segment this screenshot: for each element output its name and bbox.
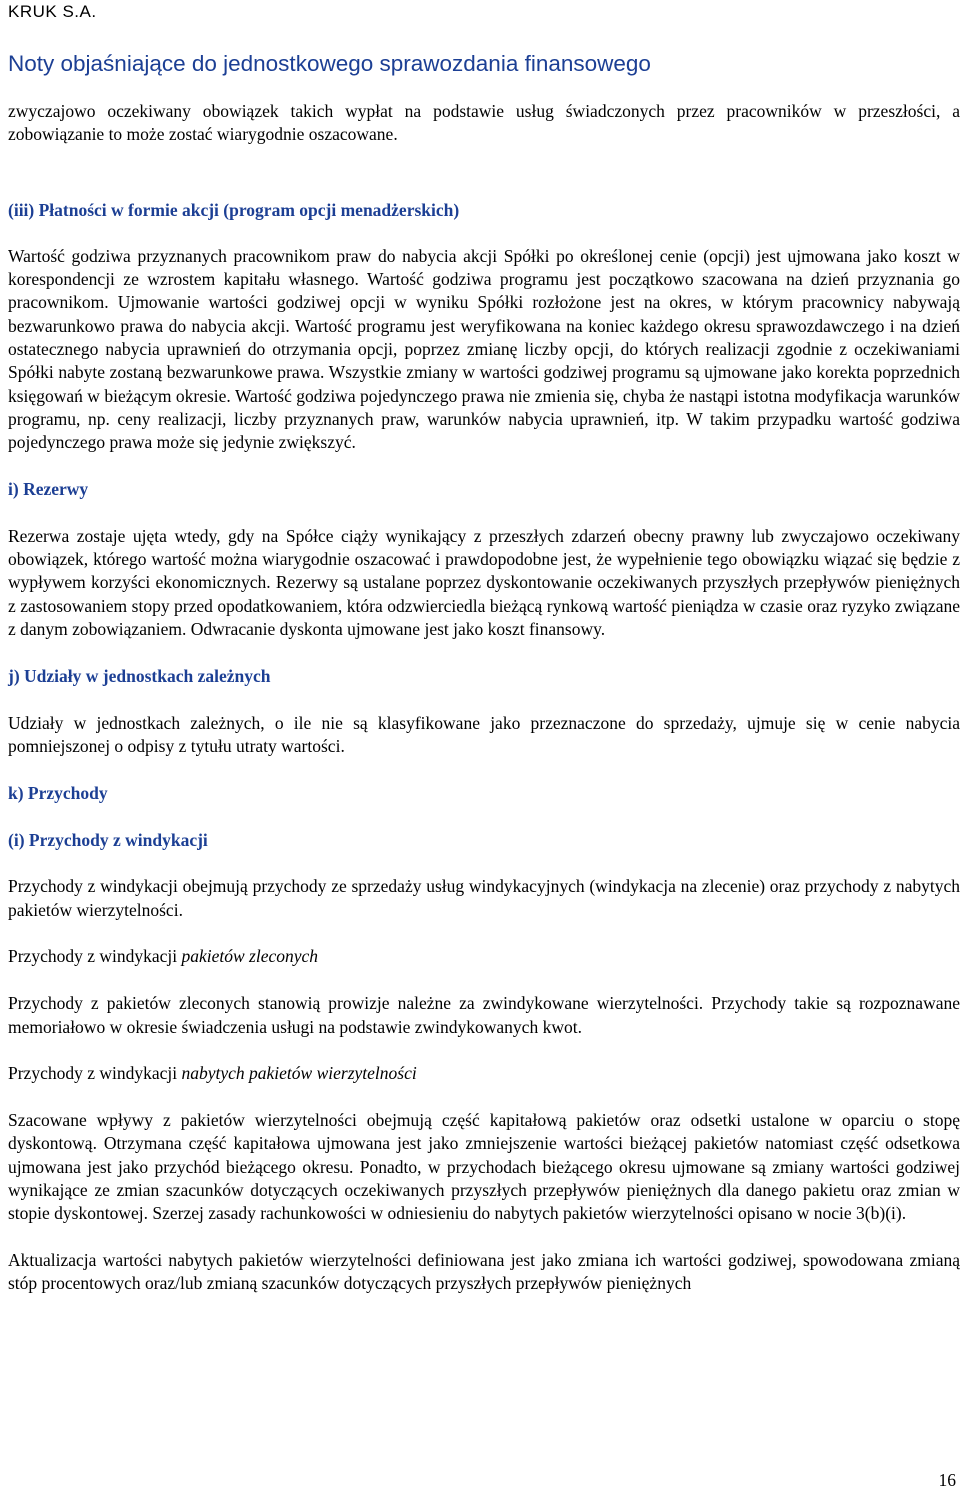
subheading-prefix: Przychody z windykacji [8,946,182,967]
paragraph-revaluation: Aktualizacja wartości nabytych pakietów wierzytelności definiowana jest jako zmiana ich wartości godziwej, spowodowana zmianą stóp procentowych oraz/lub zmianą szacunków dotyczących przyszłych przepływów pieniężnych [8,1250,960,1294]
paragraph-subsidiaries: Udziały w jednostkach zależnych, o ile nie są klasyfikowane jako przeznaczone do sprzedaży, ujmuje się w cenie nabycia pomniejszonej o odpisy z tytułu utraty wartości. [8,712,960,756]
section-heading-share-payments: (iii) Płatności w formie akcji (program opcji menadżerskich) [8,199,460,220]
paragraph-provisions: Rezerwa zostaje ujęta wtedy, gdy na Spółce ciąży wynikający z przeszłych zdarzeń obecny prawny lub zwyczajowo oczekiwany obowiązek, którego wartość można wiarygodnie oszacować i prawdopodobne jest, że wypełnienie tego obowiązku wiązać się będzie z wypływem korzyści ekonomicznych. Rezerwy są ustalane poprzez dyskontowanie oczekiwanych przyszłych przepływów pieniężnych z zastosowaniem stopy przed opodatkowaniem, która odzwierciedla bieżącą rynkową wartość pieniądza w czasie oraz ryzyko związane z danym zobowiązaniem. Odwracanie dyskonta ujmowane jest jako koszt finansowy. [8,525,960,640]
paragraph-intro: zwyczajowo oczekiwany obowiązek takich wypłat na podstawie usług świadczonych przez pracowników w przeszłości, a zobowiązanie to może zostać wiarygodnie oszacowane. [8,101,960,145]
subheading-purchased-portfolios [8,1062,960,1085]
page-number: 16 [938,1470,956,1490]
subheading-italic: pakietów zleconych [181,946,319,967]
section-heading-revenue: k) Przychody [8,782,108,803]
paragraph-collection-revenue: Przychody z windykacji obejmują przychody ze sprzedaży usług windykacyjnych (windykacja na zlecenie) oraz przychody z nabytych pakietów wierzytelności. [8,876,960,920]
company-name: KRUK S.A. [8,2,97,21]
document-body [8,100,960,1296]
subheading-commissioned-portfolios [8,945,960,968]
paragraph-share-payments: Wartość godziwa przyznanych pracownikom praw do nabycia akcji Spółki po określonej cenie (opcji) jest ujmowana jako koszt w korespondencji ze wzrostem kapitału własnego. Wartość godziwa programu jest początkowo szacowana na dzień przyznania go pracownikom. Ujmowanie wartości godziwej opcji w wyniku Spółki rozłożone jest na okres, w którym pracownicy nabywają bezwarunkowo prawa do nabycia akcji. Wartość programu jest weryfikowana na koniec każdego okresu sprawozdawczego i na dzień ostatecznego nabycia uprawnień do otrzymania opcji, poprzez zmianę liczby opcji, do których realizacji zgodnie z oczekiwaniami Spółki nabyte zostaną bezwarunkowe prawa. Wszystkie zmiany w wartości godziwej programu są ujmowane jako korekta poprzednich księgowań w bieżącym okresie. Wartość godziwa pojedynczego prawa nie zmienia się, chyba że nastąpi istotna modyfikacja warunków programu, np. ceny realizacji, liczby przyznanych praw, warunków nabycia uprawnień, itp. W takim przypadku wartość godziwa pojedynczego prawa może się jedynie zwiększyć. [8,245,960,453]
section-heading-subsidiaries: j) Udziały w jednostkach zależnych [8,665,271,686]
subheading-italic: nabytych pakietów wierzytelności [181,1063,417,1084]
paragraph-purchased-portfolios: Szacowane wpływy z pakietów wierzytelności obejmują część kapitałową pakietów oraz odsetki ustalone w oparciu o stopę dyskontową. Otrzymana część kapitałowa ujmowana jest jako zmniejszenie wartości bieżącej pakietów natomiast część odsetkowa ujmowana jest jako przychód bieżącego okresu. Ponadto, w przychodach bieżącego okresu ujmowane są zmiany wartości godziwej wynikające ze zmian szacunków dotyczących oczekiwanych przyszłych przepływów pieniężnych dla danego pakietu oraz zmian w stopie dyskontowej. Szerzej zasady rachunkowości w odniesieniu do nabytych pakietów wierzytelności opisano w nocie 3(b)(i). [8,1110,960,1224]
section-heading-collection-revenue: (i) Przychody z windykacji [8,829,208,850]
subheading-prefix: Przychody z windykacji [8,1063,182,1084]
page-title: Noty objaśniające do jednostkowego sprawozdania finansowego [8,51,651,76]
section-heading-provisions: i) Rezerwy [8,479,89,500]
paragraph-commissioned-portfolios: Przychody z pakietów zleconych stanowią prowizje należne za zwindykowane wierzytelności. Przychody takie są rozpoznawane memoriałowo w okresie świadczenia usługi na podstawie zwindykowanych kwot. [8,993,960,1037]
